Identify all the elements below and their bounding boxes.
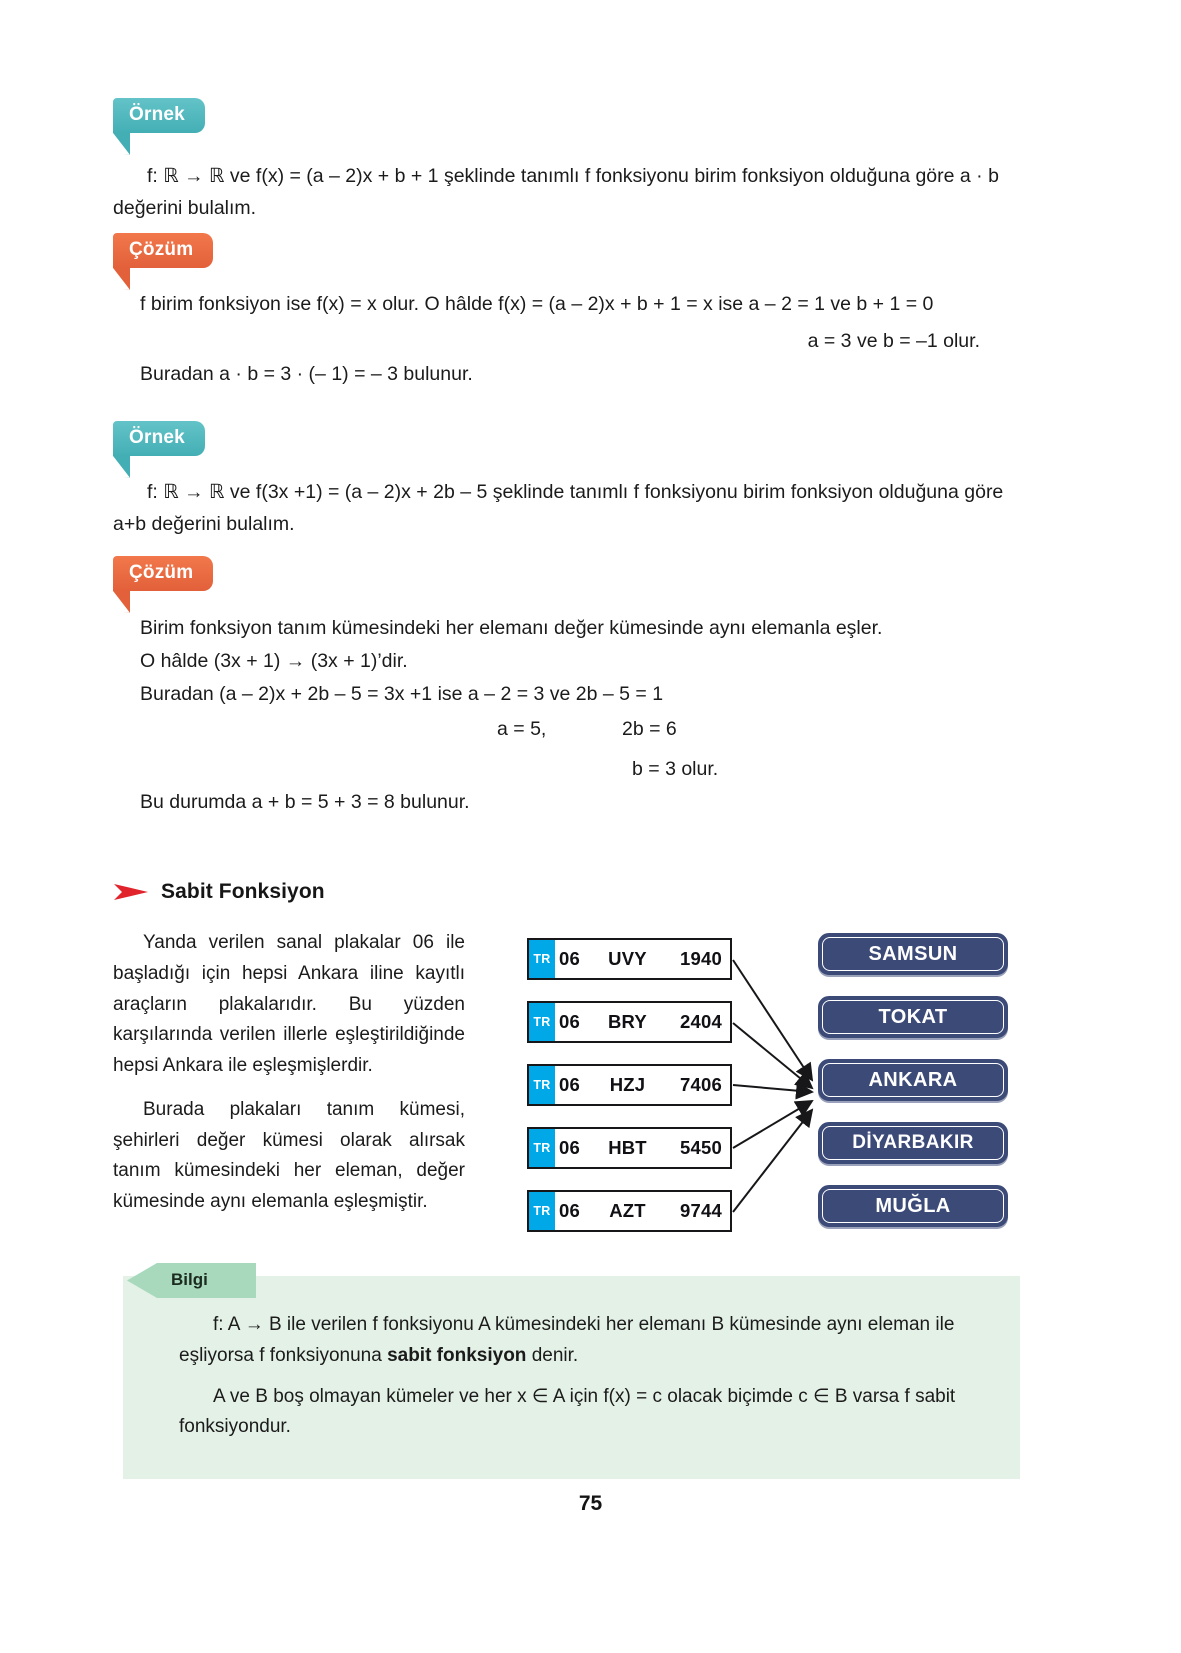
example-2-solution-line-3: Buradan (a – 2)x + 2b – 5 = 3x +1 ise a – 2 = 3 ve 2b – 5 = 1 (140, 683, 664, 705)
tag-tail (113, 133, 130, 155)
plate-item (527, 1190, 732, 1232)
example-1-solution-line-2: a = 3 ve b = –1 olur. (807, 330, 980, 352)
plate-province-code: 06 (559, 948, 580, 969)
plate-city-diagram (500, 920, 1040, 1240)
plate-item (527, 1064, 732, 1106)
city-chip-tokat (818, 996, 1008, 1038)
tag-tail (113, 268, 130, 290)
plate-province-code: 06 (559, 1137, 580, 1158)
cozum-tag-label-2: Çözüm (113, 556, 213, 591)
plate-country-code: TR (529, 1003, 555, 1041)
plate-digits: 2404 (680, 1011, 722, 1032)
ornek-tag-label-2: Örnek (113, 421, 205, 456)
section-title: Sabit Fonksiyon (161, 880, 325, 903)
city-chip-diyarbakir (818, 1122, 1008, 1164)
plate-letters: AZT (609, 1200, 646, 1221)
example-1-solution-line-3: Buradan a · b = 3 · (– 1) = – 3 bulunur. (140, 363, 473, 385)
plate-country-code: TR (529, 940, 555, 978)
plate-letters: HZJ (609, 1074, 646, 1095)
example-2-solution-line-4b: 2b = 6 (622, 718, 677, 740)
plate-item (527, 1127, 732, 1169)
bilgi-p1-bold: sabit fonksiyon (387, 1344, 527, 1366)
example-1-solution-line-1: f birim fonksiyon ise f(x) = x olur. O hâlde f(x) = (a – 2)x + b + 1 = x ise a – 2 = 1 ve b + 1 = 0 (140, 293, 934, 315)
plate-digits: 1940 (680, 948, 722, 969)
plate-country-code: TR (529, 1066, 555, 1104)
tag-tail (113, 456, 130, 478)
bilgi-p1-pre: f: A → B ile verilen f fonksiyonu A kümesindeki her elemanı B kümesinde aynı eleman ile eşliyorsa f fonksiyonuna (179, 1314, 955, 1366)
section-body-text (113, 928, 465, 1231)
city-chip-ankara (818, 1059, 1008, 1101)
city-label: DİYARBAKIR (852, 1132, 974, 1153)
plate-digits: 7406 (680, 1074, 722, 1095)
ornek-tag-1 (113, 98, 205, 133)
city-label: MUĞLA (875, 1194, 951, 1217)
example-2-statement: f: ℝ → ℝ ve f(3x +1) = (a – 2)x + 2b – 5 şeklinde tanımlı f fonksiyonu birim fonksiyon olduğuna göre a+b değerini bulalım. (113, 481, 1004, 536)
ornek-tag-2 (113, 421, 205, 456)
red-arrow-icon (113, 881, 149, 903)
bilgi-paragraph-2: A ve B boş olmayan kümeler ve her x ∈ A için f(x) = c olacak biçimde c ∈ B varsa f sabit fonksiyondur. (179, 1385, 956, 1438)
bilgi-content (123, 1276, 1020, 1479)
bilgi-banner-label: Bilgi (171, 1270, 208, 1289)
bilgi-paragraph-1 (179, 1310, 986, 1372)
plate-digits: 9744 (680, 1200, 722, 1221)
city-chip-samsun (818, 933, 1008, 975)
plate-item (527, 938, 732, 980)
cozum-tag-1 (113, 233, 213, 268)
section-paragraph-2: Burada plakaları tanım kümesi, şehirleri değer kümesi olarak alırsak tanım kümesindeki her eleman, değer kümesinde aynı elemanla eşleşmiştir. (113, 1098, 465, 1213)
bilgi-banner (157, 1263, 256, 1298)
plate-province-code: 06 (559, 1011, 580, 1032)
city-list (818, 933, 1008, 1227)
bilgi-p1-post: denir. (526, 1344, 579, 1366)
cozum-tag-label-1: Çözüm (113, 233, 213, 268)
plate-province-code: 06 (559, 1074, 580, 1095)
plate-letters: BRY (608, 1011, 647, 1032)
section-paragraph-1: Yanda verilen sanal plakalar 06 ile başladığı için hepsi Ankara iline kayıtlı araçların plakalarıdır. Bu yüzden karşılarında verilen illerle eşleştirildiğinde hepsi Ankara ile eşleşmişlerdir. (113, 932, 465, 1077)
city-label: TOKAT (878, 1005, 948, 1028)
city-label: SAMSUN (868, 942, 958, 965)
example-2-solution-line-1: Birim fonksiyon tanım kümesindeki her elemanı değer kümesinde aynı elemanla eşler. (140, 617, 883, 639)
bilgi-box (123, 1263, 1020, 1479)
city-chip-mugla (818, 1185, 1008, 1227)
cozum-tag-2 (113, 556, 213, 591)
plate-letters: UVY (608, 948, 647, 969)
city-label: ANKARA (868, 1068, 958, 1091)
ornek-tag-label-1: Örnek (113, 98, 205, 133)
section-heading (113, 880, 325, 904)
example-2-solution-line-6: Bu durumda a + b = 5 + 3 = 8 bulunur. (140, 791, 470, 813)
plate-list (527, 938, 732, 1232)
example-2-solution-line-2: O hâlde (3x + 1) → (3x + 1)’dir. (140, 650, 408, 672)
plate-country-code: TR (529, 1192, 555, 1230)
example-2-solution-line-4a: a = 5, (497, 718, 547, 740)
plate-letters: HBT (608, 1137, 647, 1158)
plate-item (527, 1001, 732, 1043)
plate-province-code: 06 (559, 1200, 580, 1221)
example-2-solution-line-5: b = 3 olur. (632, 758, 719, 780)
tag-tail (113, 591, 130, 613)
page-number: 75 (578, 1492, 603, 1515)
plate-country-code: TR (529, 1129, 555, 1167)
plate-digits: 5450 (680, 1137, 722, 1158)
example-1-statement: f: ℝ → ℝ ve f(x) = (a – 2)x + b + 1 şeklinde tanımlı f fonksiyonu birim fonksiyon olduğuna göre a · b değerini bulalım. (113, 165, 999, 220)
